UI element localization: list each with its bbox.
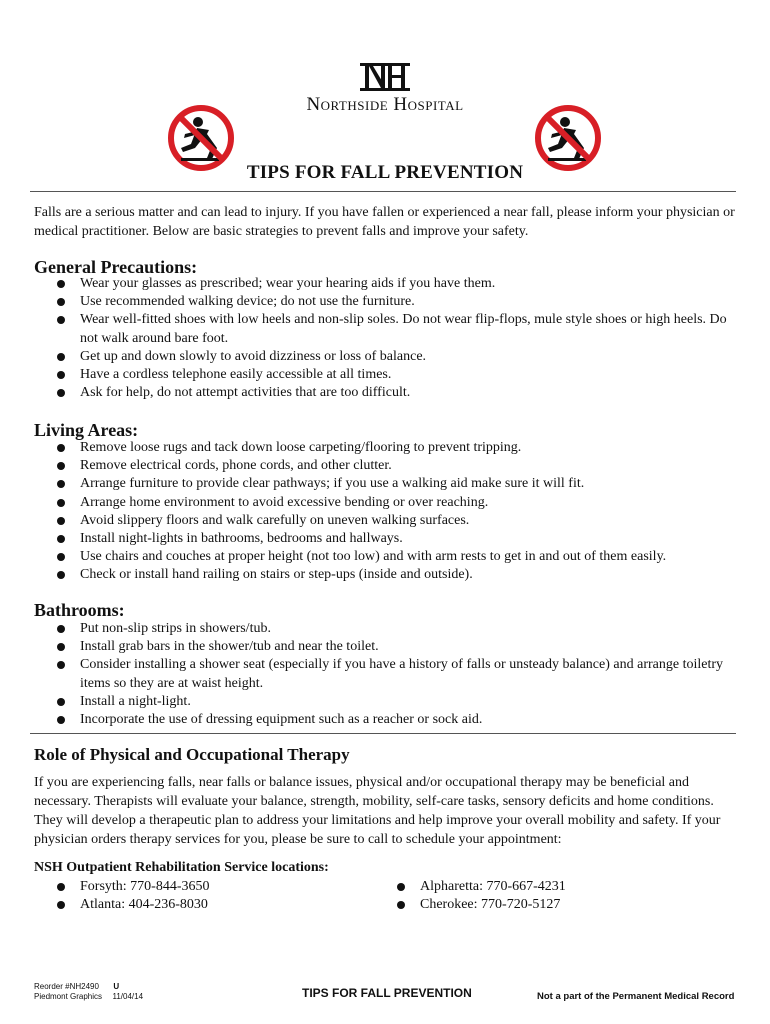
locations-left-list: [54, 878, 354, 914]
list-item: Avoid slippery floors and walk carefully on uneven walking surfaces.: [54, 512, 734, 530]
location-item: Alpharetta: 770-667-4231: [394, 878, 694, 896]
printer-name: Piedmont Graphics: [34, 992, 103, 1001]
list-item: Remove loose rugs and tack down loose carpeting/flooring to prevent tripping.: [54, 439, 734, 457]
general-precautions-heading: General Precautions:: [34, 257, 198, 277]
nh-monogram-logo: [359, 62, 411, 92]
locations-heading: NSH Outpatient Rehabilitation Service locations:: [34, 860, 329, 875]
list-item: Incorporate the use of dressing equipment such as a reacher or sock aid.: [54, 711, 734, 729]
reorder-code: U: [113, 982, 120, 991]
living-areas-heading: Living Areas:: [34, 420, 139, 440]
list-item: Install night-lights in bathrooms, bedrooms and hallways.: [54, 530, 734, 548]
section-divider: [30, 733, 736, 734]
therapy-paragraph: If you are experiencing falls, near falls or balance issues, physical and/or occupational therapy may be beneficial and necessary. Therapists will evaluate your balance, strength, mobility, self-care tasks, sensory deficits and home conditions. They will develop a therapeutic plan to address your limitations and help improve your overall mobility and safety. If your physician orders therapy services for you, please be sure to call to schedule your appointment:: [34, 775, 721, 847]
list-item: Ask for help, do not attempt activities that are too difficult.: [54, 384, 734, 402]
list-item: Wear your glasses as prescribed; wear your hearing aids if you have them.: [54, 275, 734, 293]
footer-note: Not a part of the Permanent Medical Record: [537, 991, 735, 1002]
list-item: Arrange home environment to avoid excessive bending or over reaching.: [54, 494, 734, 512]
locations-right-list: [394, 878, 694, 914]
hospital-name: Northside Hospital: [306, 94, 464, 115]
general-precautions-list: [54, 275, 734, 402]
title-divider: [30, 191, 736, 192]
print-date: 11/04/14: [112, 992, 144, 1001]
list-item: Install grab bars in the shower/tub and near the toilet.: [54, 638, 734, 656]
footer-title: TIPS FOR FALL PREVENTION: [302, 986, 472, 1000]
living-areas-list: [54, 439, 734, 585]
list-item: Put non-slip strips in showers/tub.: [54, 620, 734, 638]
list-item: Check or install hand railing on stairs or step-ups (inside and outside).: [54, 566, 734, 584]
list-item: Arrange furniture to provide clear pathways; if you use a walking aid make sure it will fit.: [54, 475, 734, 493]
bathrooms-list: [54, 620, 734, 729]
list-item: Wear well-fitted shoes with low heels and non-slip soles. Do not wear flip-flops, mule style shoes or high heels. Do not walk around bare foot.: [54, 311, 734, 347]
list-item: Use chairs and couches at proper height (not too low) and with arm rests to get in and out of them easily.: [54, 548, 734, 566]
list-item: Get up and down slowly to avoid dizziness or loss of balance.: [54, 348, 734, 366]
list-item: Have a cordless telephone easily accessible at all times.: [54, 366, 734, 384]
list-item: Consider installing a shower seat (especially if you have a history of falls or unsteady balance) and arrange toiletry items so they are at waist height.: [54, 656, 734, 692]
therapy-heading: Role of Physical and Occupational Therapy: [34, 745, 350, 764]
location-item: Atlanta: 404-236-8030: [54, 896, 354, 914]
bathrooms-heading: Bathrooms:: [34, 600, 125, 620]
hospital-logo: [270, 62, 500, 116]
list-item: Install a night-light.: [54, 693, 734, 711]
footer-reorder-info: [34, 982, 143, 1002]
document-title: TIPS FOR FALL PREVENTION: [246, 162, 524, 183]
list-item: Remove electrical cords, phone cords, and other clutter.: [54, 457, 734, 475]
list-item: Use recommended walking device; do not use the furniture.: [54, 293, 734, 311]
location-item: Cherokee: 770-720-5127: [394, 896, 694, 914]
location-item: Forsyth: 770-844-3650: [54, 878, 354, 896]
reorder-number: Reorder #NH2490: [34, 982, 99, 991]
intro-paragraph: Falls are a serious matter and can lead to injury. If you have fallen or experienced a near fall, please inform your physician or medical practitioner. Below are basic strategies to prevent falls and improve your safety.: [34, 205, 735, 239]
